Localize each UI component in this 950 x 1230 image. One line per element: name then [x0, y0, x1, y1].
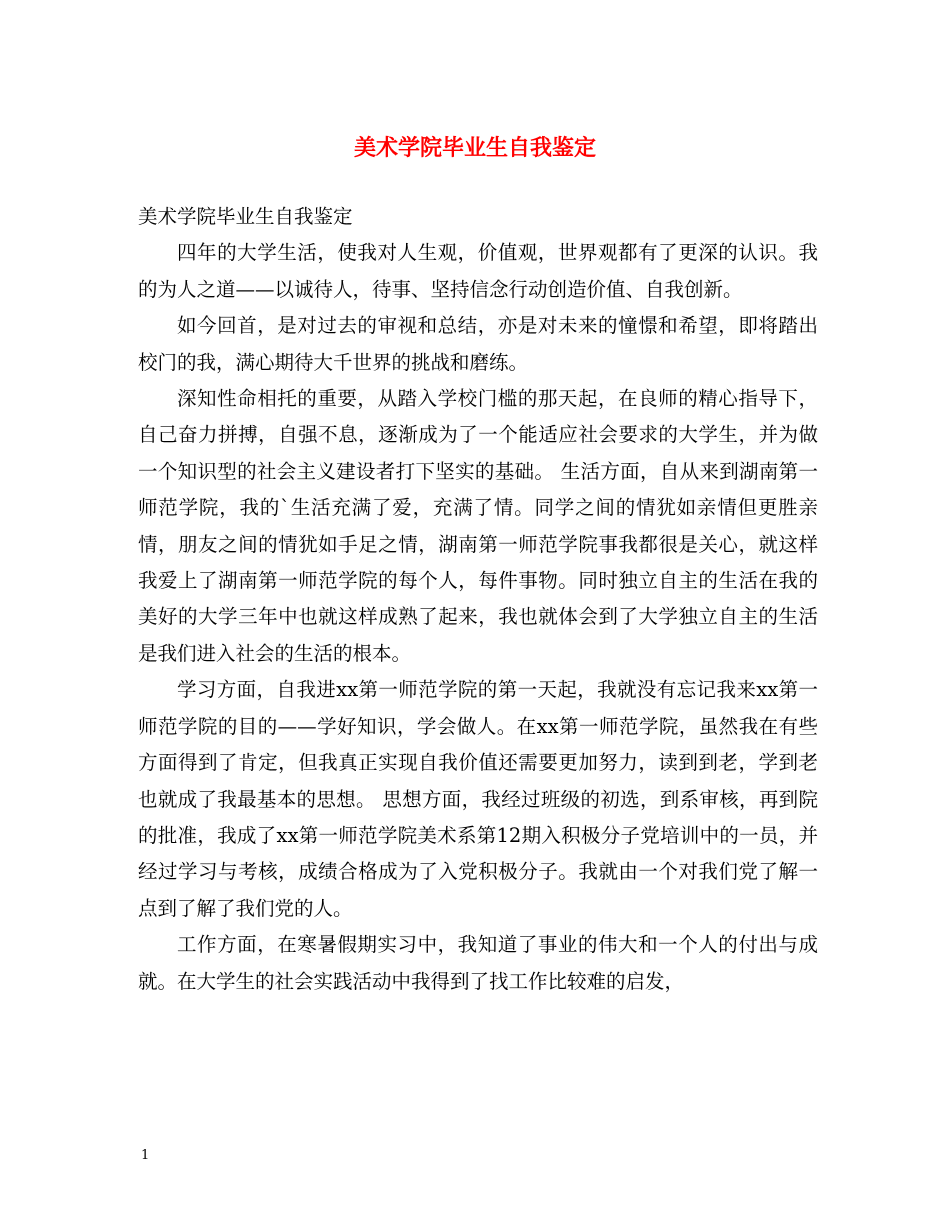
document-title: 美术学院毕业生自我鉴定 [353, 135, 596, 161]
paragraph-looking-back: 如今回首，是对过去的审视和总结，亦是对未来的憧憬和希望，即将踏出校门的我，满心期待大千世界的挑战和磨练。 [138, 314, 818, 374]
document-body [138, 199, 818, 1000]
paragraph-work: 工作方面，在寒暑假期实习中，我知道了事业的伟大和一个人的付出与成就。在大学生的社会实践活动中我得到了找工作比较难的启发， [138, 933, 818, 993]
paragraph-life: 深知性命相托的重要，从踏入学校门槛的那天起，在良师的精心指导下，自己奋力拼搏，自强不息，逐渐成为了一个能适应社会要求的大学生，并为做一个知识型的社会主义建设者打下坚实的基础。 生活方面，自从来到湖南第一师范学院，我的`生活充满了爱，充满了情。同学之间的情犹如亲情但更胜亲情，朋友之间的情犹如手足之情，湖南第一师范学院事我都很是关心，就这样我爱上了湖南第一师范学院的每个人，每件事物。同时独立自主的生活在我的美好的大学三年中也就这样成熟了起来，我也就体会到了大学独立自主的生活是我们进入社会的生活的根本。 [138, 387, 818, 665]
document-subtitle: 美术学院毕业生自我鉴定 [138, 205, 353, 228]
paragraph-study-thought: 学习方面，自我进xx第一师范学院的第一天起，我就没有忘记我来xx第一师范学院的目的——学好知识，学会做人。在xx第一师范学院，虽然我在有些方面得到了肯定，但我真正实现自我价值还需要更加努力，读到到老，学到老也就成了我最基本的思想。 思想方面，我经过班级的初选，到系审核，再到院的批准，我成了xx第一师范学院美术系第12期入积极分子党培训中的一员，并经过学习与考核，成绩合格成为了入党积极分子。我就由一个对我们党了解一点到了解了我们党的人。 [138, 678, 818, 920]
paragraph-values: 四年的大学生活，使我对人生观，价值观，世界观都有了更深的认识。我的为人之道——以诚待人，待事、坚持信念行动创造价值、自我创新。 [138, 241, 818, 301]
page-number: 1 [141, 1148, 150, 1163]
